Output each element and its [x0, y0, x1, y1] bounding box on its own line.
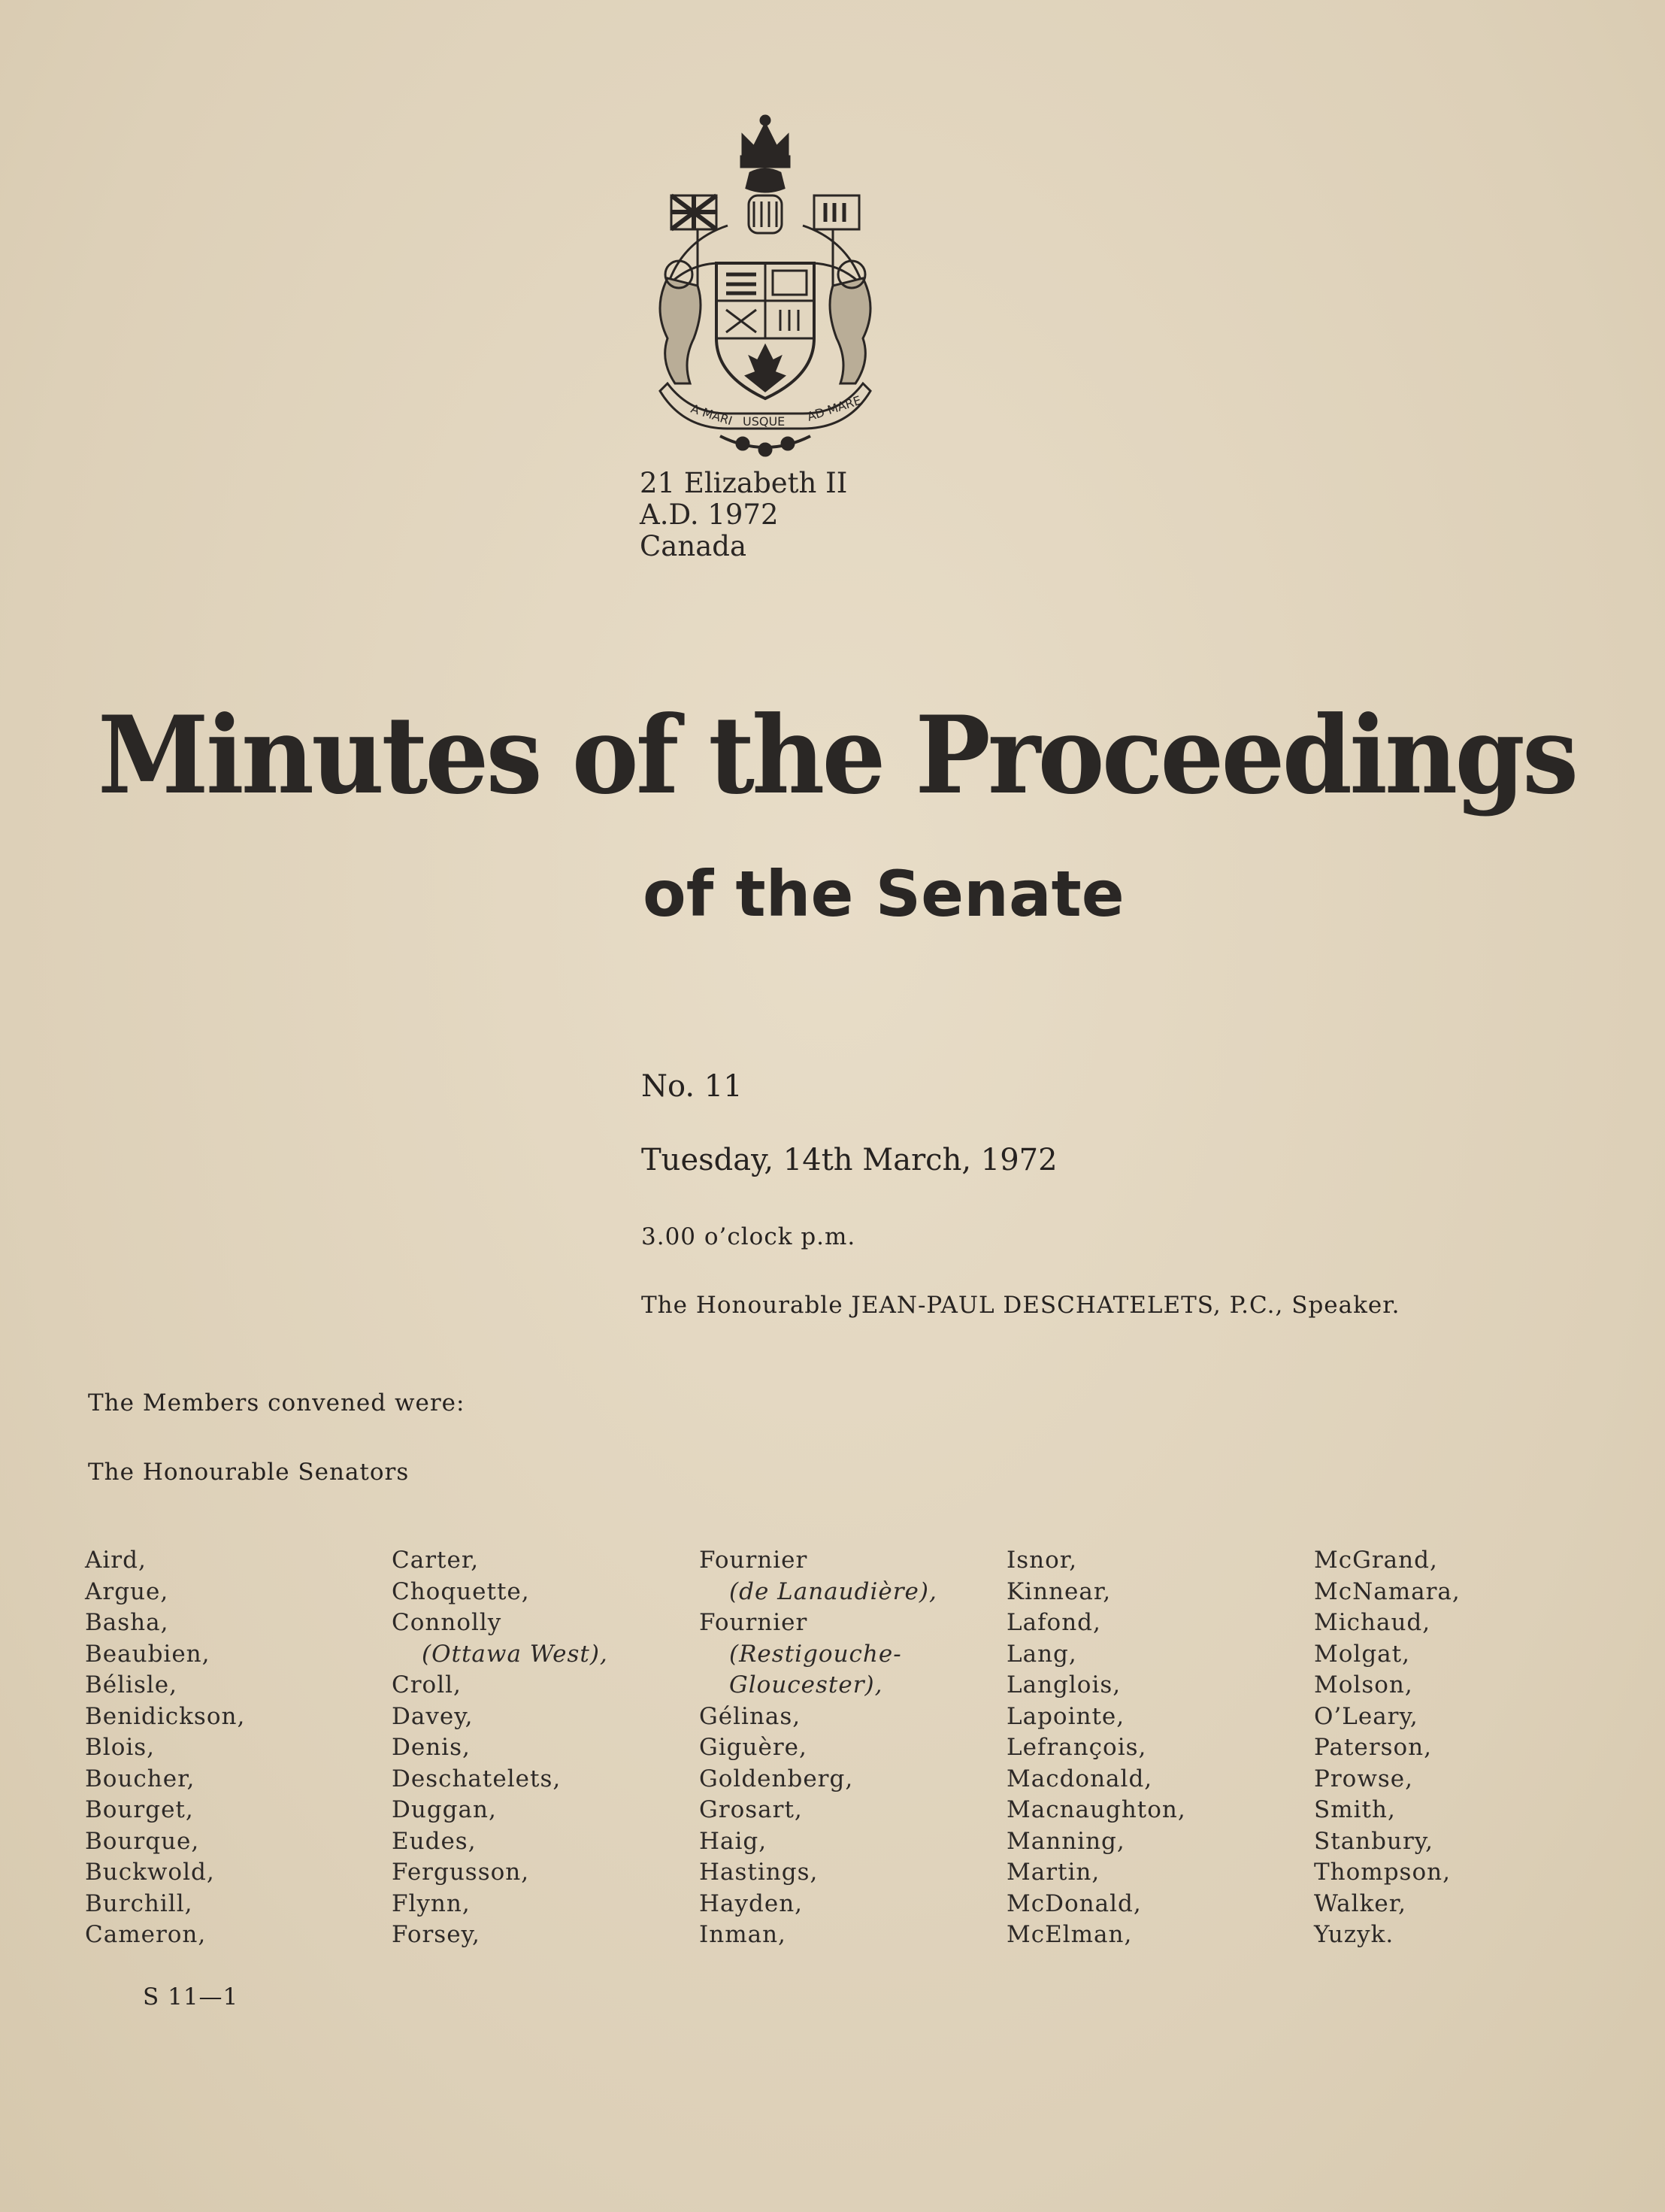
senator-name: Kinnear,	[1007, 1577, 1112, 1605]
senator-name: Walker,	[1314, 1889, 1406, 1917]
senator-name: Burchill,	[85, 1889, 193, 1917]
senator-name: O’Leary,	[1314, 1702, 1418, 1730]
page-code: S 11—1	[143, 1983, 239, 2010]
senator-name: Thompson,	[1314, 1859, 1451, 1886]
senator-name: Smith,	[1314, 1796, 1396, 1823]
senator-name: Lafond,	[1007, 1609, 1101, 1636]
senator-name: Inman,	[699, 1921, 786, 1948]
senator-name: Lefrançois,	[1007, 1734, 1147, 1761]
senator-name: Langlois,	[1007, 1671, 1122, 1698]
senator-name: Paterson,	[1314, 1734, 1432, 1761]
senator-name: Aird,	[85, 1547, 147, 1574]
senator-name: Molson,	[1314, 1671, 1413, 1698]
senator-name: Fournier	[699, 1547, 808, 1574]
senator-column	[85, 1545, 245, 1951]
senator-name: Fournier	[699, 1609, 808, 1636]
senator-name: Davey,	[392, 1702, 474, 1730]
senator-name: Gélinas,	[699, 1702, 801, 1730]
senator-name: Grosart,	[699, 1796, 803, 1823]
regnal-block	[640, 468, 847, 562]
senator-name: Giguère,	[699, 1734, 807, 1761]
senator-name: Argue,	[85, 1577, 169, 1605]
senator-name: Michaud,	[1314, 1609, 1431, 1636]
senator-division: Gloucester),	[729, 1671, 883, 1698]
senator-division: (de Lanaudière),	[729, 1577, 937, 1605]
senator-column	[699, 1545, 937, 1951]
country: Canada	[640, 530, 747, 562]
senator-name: Cameron,	[85, 1921, 207, 1948]
senator-name: Croll,	[392, 1671, 462, 1698]
senator-name: Macnaughton,	[1007, 1796, 1186, 1823]
senator-name: Martin,	[1007, 1859, 1100, 1886]
document-title: Minutes of the Proceedings	[98, 693, 1576, 818]
senator-name: Prowse,	[1314, 1765, 1413, 1792]
coat-of-arms-icon	[637, 113, 893, 459]
senator-name: Stanbury,	[1314, 1827, 1434, 1855]
regnal-year: 21 Elizabeth II	[640, 467, 848, 499]
senator-name: McNamara,	[1314, 1577, 1461, 1605]
svg-text:AD MARE: AD MARE	[805, 392, 863, 424]
senator-column	[1314, 1545, 1461, 1951]
senator-name: Connolly	[392, 1609, 502, 1636]
senator-name: Molgat,	[1314, 1640, 1410, 1668]
senator-name: Hastings,	[699, 1859, 819, 1886]
svg-text:USQUE: USQUE	[743, 414, 786, 429]
senators-heading: The Honourable Senators	[88, 1459, 410, 1486]
document-subtitle: of the Senate	[643, 857, 1125, 931]
senator-name: Fergusson,	[392, 1859, 530, 1886]
senator-name: McGrand,	[1314, 1547, 1438, 1574]
senator-name: Boucher,	[85, 1765, 195, 1792]
senator-name: Blois,	[85, 1734, 156, 1761]
senator-name: Benidickson,	[85, 1702, 246, 1730]
senator-division: (Ottawa West),	[422, 1640, 608, 1668]
senator-name: Duggan,	[392, 1796, 497, 1823]
senator-name: Lapointe,	[1007, 1702, 1125, 1730]
issue-number: No. 11	[641, 1069, 743, 1104]
senator-name: Yuzyk.	[1314, 1921, 1394, 1948]
senator-name: McElman,	[1007, 1921, 1133, 1948]
senator-name: Choquette,	[392, 1577, 530, 1605]
senator-name: Basha,	[85, 1609, 169, 1636]
senator-column	[392, 1545, 608, 1951]
senator-name: Forsey,	[392, 1921, 480, 1948]
senator-name: Hayden,	[699, 1889, 804, 1917]
senator-name: Bélisle,	[85, 1671, 177, 1698]
senator-name: Bourque,	[85, 1827, 200, 1855]
senator-name: Buckwold,	[85, 1859, 215, 1886]
senator-name: Haig,	[699, 1827, 767, 1855]
calendar-year: A.D. 1972	[640, 498, 779, 531]
senator-name: Flynn,	[392, 1889, 471, 1917]
speaker-line: The Honourable JEAN-PAUL DESCHATELETS, P.C., Speaker.	[641, 1292, 1400, 1319]
convened-label: The Members convened were:	[88, 1389, 465, 1417]
senator-column	[1007, 1545, 1186, 1951]
senator-name: Deschatelets,	[392, 1765, 562, 1792]
svg-text:A MARI: A MARI	[689, 401, 734, 429]
senator-name: Carter,	[392, 1547, 480, 1574]
senator-name: Beaubien,	[85, 1640, 210, 1668]
senator-name: Manning,	[1007, 1827, 1125, 1855]
sitting-time: 3.00 o’clock p.m.	[641, 1223, 856, 1250]
senator-name: Eudes,	[392, 1827, 477, 1855]
senator-division: (Restigouche-	[729, 1640, 902, 1668]
senator-name: Lang,	[1007, 1640, 1077, 1668]
senator-name: Goldenberg,	[699, 1765, 854, 1792]
senator-name: Macdonald,	[1007, 1765, 1153, 1792]
senator-name: Denis,	[392, 1734, 471, 1761]
senator-name: Isnor,	[1007, 1547, 1078, 1574]
senator-name: Bourget,	[85, 1796, 194, 1823]
senator-name: McDonald,	[1007, 1889, 1142, 1917]
sitting-date: Tuesday, 14th March, 1972	[641, 1143, 1058, 1177]
